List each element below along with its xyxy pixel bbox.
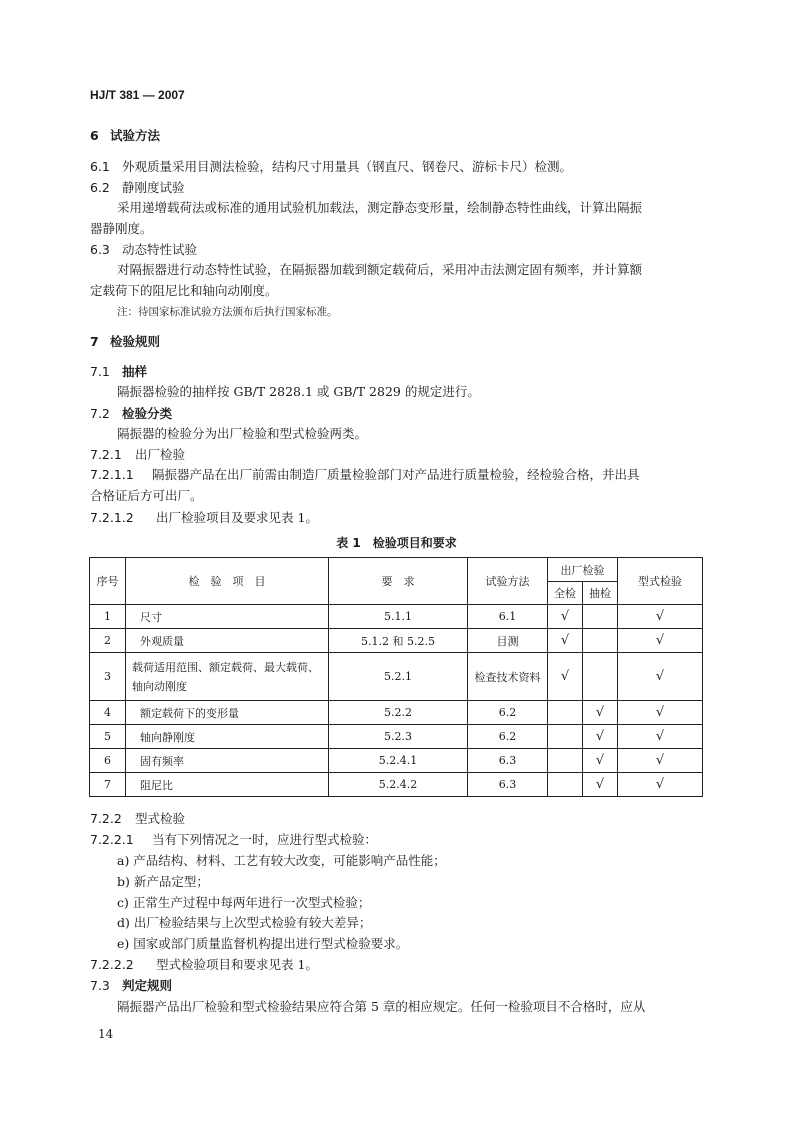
header-type-inspection: 型式检验 [618, 558, 703, 605]
section-7-heading [90, 332, 160, 350]
table-header-row [90, 558, 703, 582]
section-number: 7.2.1 [90, 447, 122, 462]
section-number: 7.2.2.1 [90, 832, 134, 847]
table-caption: 表 1 检验项目和要求 [336, 536, 457, 550]
table-row: 1 尺寸 5.1.1 6.1 √ √ [90, 605, 703, 629]
check-mark: √ [618, 701, 703, 725]
section-number: 6 [90, 128, 99, 143]
section-title: 抽样 [122, 364, 148, 379]
section-7-2-2-1 [90, 830, 377, 848]
section-number: 7.1 [90, 364, 110, 379]
section-title: 检验规则 [110, 334, 161, 349]
section-6-1 [90, 157, 572, 175]
document-header: HJ/T 381 — 2007 [90, 88, 185, 102]
header-method: 试验方法 [468, 558, 548, 605]
page-number: 14 [98, 1027, 114, 1041]
header-requirement: 要 求 [329, 558, 468, 605]
note: 注：待国家标准试验方法颁布后执行国家标准。 [117, 306, 338, 318]
table-row: 7 阻尼比 5.2.4.2 6.3 √ √ [90, 773, 703, 797]
section-7-1-heading [90, 362, 147, 380]
check-mark: √ [548, 653, 583, 701]
section-7-2-text: 隔振器的检验分为出厂检验和型式检验两类。 [117, 426, 368, 441]
check-mark: √ [618, 725, 703, 749]
section-title: 型式检验 [135, 811, 186, 826]
inspection-table [89, 557, 703, 797]
section-6-2-paragraph: 采用递增载荷法或标准的通用试验机加载法，测定静态变形量，绘制静态特性曲线，计算出隔振 器静刚度。 [90, 200, 643, 236]
list-item: b) 新产品定型； [117, 874, 209, 889]
check-mark: √ [618, 653, 703, 701]
section-number: 7.2.1.2 [90, 510, 134, 525]
section-text: 当有下列情况之一时，应进行型式检验： [152, 832, 378, 847]
section-title: 检验分类 [122, 406, 173, 421]
section-number: 6.3 [90, 242, 110, 257]
section-number: 6.1 [90, 159, 110, 174]
section-7-2-heading [90, 404, 172, 422]
check-mark: √ [618, 749, 703, 773]
check-mark: √ [618, 605, 703, 629]
section-6-heading [90, 126, 160, 144]
section-7-2-2-2 [90, 955, 318, 973]
check-mark: √ [583, 701, 618, 725]
section-7-3-heading [90, 976, 172, 994]
section-title: 动态特性试验 [122, 242, 198, 257]
header-full: 全检 [548, 582, 583, 605]
section-6-3-paragraph: 对隔振器进行动态特性试验，在隔振器加载到额定载荷后，采用冲击法测定固有频率，并计算额 定载荷下的阻尼比和轴向动刚度。 [90, 262, 643, 298]
table-row: 4 额定载荷下的变形量 5.2.2 6.2 √ √ [90, 701, 703, 725]
check-mark: √ [548, 605, 583, 629]
check-mark: √ [548, 629, 583, 653]
section-text: 出厂检验项目及要求见表 1。 [156, 510, 318, 525]
check-mark: √ [618, 629, 703, 653]
check-mark: √ [583, 773, 618, 797]
section-7-1-text: 隔振器检验的抽样按 GB/T 2828.1 或 GB/T 2829 的规定进行。 [117, 384, 480, 399]
header-item: 检 验 项 目 [126, 558, 329, 605]
header-factory-inspection: 出厂检验 [548, 558, 618, 582]
list-item: d) 出厂检验结果与上次型式检验有较大差异； [117, 915, 372, 930]
header-no: 序号 [90, 558, 126, 605]
list-item: a) 产品结构、材料、工艺有较大改变，可能影响产品性能； [117, 853, 446, 868]
section-title: 试验方法 [110, 128, 161, 143]
section-number: 7.2.1.1 [90, 467, 134, 482]
section-number: 6.2 [90, 180, 110, 195]
table-row: 2 外观质量 5.1.2 和 5.2.5 目测 √ √ [90, 629, 703, 653]
section-text: 外观质量采用目测法检验，结构尺寸用量具（钢直尺、钢卷尺、游标卡尺）检测。 [122, 159, 573, 174]
table-row: 6 固有频率 5.2.4.1 6.3 √ √ [90, 749, 703, 773]
section-number: 7.2.2.2 [90, 957, 134, 972]
section-text: 型式检验项目和要求见表 1。 [156, 957, 318, 972]
section-title: 判定规则 [122, 978, 173, 993]
list-item: e) 国家或部门质量监督机构提出进行型式检验要求。 [117, 936, 409, 951]
section-number: 7.2.2 [90, 811, 122, 826]
section-title: 静刚度试验 [122, 180, 185, 195]
section-6-2-heading [90, 178, 185, 196]
section-7-2-1-heading [90, 445, 185, 463]
check-mark: √ [583, 725, 618, 749]
check-mark: √ [583, 749, 618, 773]
section-6-3-heading [90, 240, 197, 258]
table-row: 3 载荷适用范围、额定载荷、最大载荷、轴向动刚度 5.2.1 检查技术资料 √ √ [90, 653, 703, 701]
header-sample: 抽检 [583, 582, 618, 605]
list-item: c) 正常生产过程中每两年进行一次型式检验； [117, 895, 371, 910]
section-7-2-1-2 [90, 508, 318, 526]
check-mark: √ [618, 773, 703, 797]
table-row: 5 轴向静刚度 5.2.3 6.2 √ √ [90, 725, 703, 749]
section-7-2-1-1: 7.2.1.1 隔振器产品在出厂前需由制造厂质量检验部门对产品进行质量检验，经检验合格，并出具 合格证后方可出厂。 [90, 464, 705, 506]
section-number: 7 [90, 334, 99, 349]
section-number: 7.2 [90, 406, 110, 421]
section-title: 出厂检验 [135, 447, 186, 462]
section-7-2-2-heading [90, 809, 185, 827]
section-7-3-text: 隔振器产品出厂检验和型式检验结果应符合第 5 章的相应规定。任何一检验项目不合格时，应从 [117, 999, 646, 1014]
section-number: 7.3 [90, 978, 110, 993]
